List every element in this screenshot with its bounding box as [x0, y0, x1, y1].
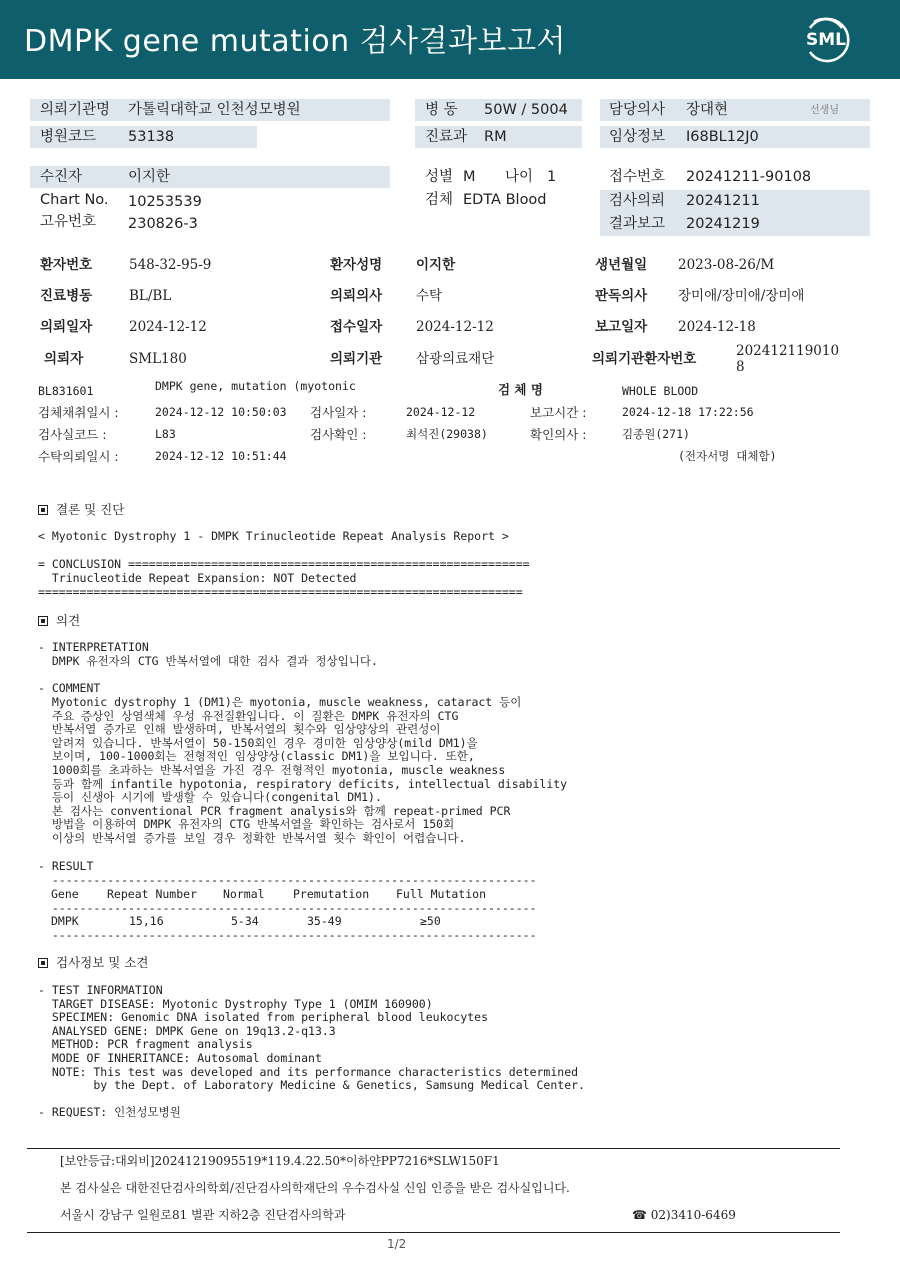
esign-note: (전자서명 대체함) [678, 449, 777, 463]
req-inst-pid-value-2: 8 [736, 359, 745, 375]
collect-label: 검체채취일시 : [38, 405, 119, 420]
pid-label: 환자번호 [40, 257, 93, 273]
pward-value: BL/BL [129, 288, 172, 304]
test-specimen-value: WHOLE BLOOD [622, 384, 699, 398]
comment-line: 반복서열 증가로 인해 발생하며, 반복서열의 횟수와 임상양상의 관련성이 [38, 722, 441, 737]
test-specimen-label: 검 체 명 [498, 382, 543, 397]
doctor-value: 장대현 [686, 102, 729, 118]
requester-label: 의뢰자 [44, 351, 84, 367]
section-square-icon [38, 958, 48, 968]
result-rule: ---------------------------------------------------------------------- [38, 928, 537, 942]
specimen-value: EDTA Blood [463, 192, 547, 208]
report-subtitle: < Myotonic Dystrophy 1 - DMPK Trinucleotide Repeat Analysis Report > [38, 529, 509, 543]
address-line: 서울시 강남구 일원로81 별관 지하2층 진단검사의학과 [60, 1208, 346, 1222]
req-inst-pid-label: 의뢰기관환자번호 [592, 351, 697, 367]
sex-label: 성별 [425, 169, 454, 185]
clinical-label: 임상정보 [609, 129, 666, 145]
report-title: DMPK gene mutation 검사결과보고서 [24, 24, 567, 59]
section-info-title [38, 955, 148, 971]
comment-line: Myotonic dystrophy 1 (DM1)은 myotonia, muscle weakness, cataract 등이 [38, 695, 522, 709]
interpretation-head: - INTERPRETATION [38, 640, 149, 654]
chart-value: 10253539 [128, 194, 202, 210]
test-code: BL831601 [38, 384, 94, 398]
confirm-value: 최석진(29038) [406, 427, 488, 441]
result-repeat: 15,16 [129, 914, 164, 928]
receive-value: 2024-12-12 10:51:44 [155, 449, 287, 463]
unique-value: 230826-3 [128, 216, 198, 232]
sex-value: M [463, 169, 476, 185]
hospital-code-label: 병원코드 [40, 129, 97, 145]
result-head: - RESULT [38, 859, 94, 873]
birth-value: 2023-08-26/M [678, 257, 775, 273]
info-line: MODE OF INHERITANCE: Autosomal dominant [38, 1051, 322, 1065]
clinical-value: I68BL12J0 [686, 129, 759, 145]
info-line: METHOD: PCR fragment analysis [38, 1037, 253, 1052]
recv-date-label: 접수일자 [330, 319, 383, 335]
rep-date-value: 2024-12-18 [678, 319, 756, 335]
room-label: 검사실코드 : [38, 427, 107, 442]
result-col-repeat: Repeat Number [107, 887, 198, 901]
req-date-label: 의뢰일자 [40, 319, 93, 335]
footer-bottom-divider [27, 1232, 840, 1233]
comment-line: 등과 함께 infantile hypotonia, respiratory deficits, intellectual disability [38, 776, 568, 791]
confirm-doc-label: 확인의사 : [530, 427, 587, 442]
result-rule: ---------------------------------------------------------------------- [38, 901, 537, 915]
info-line: TARGET DISEASE: Myotonic Dystrophy Type 1 (OMIM 160900) [38, 996, 433, 1011]
report-header [0, 0, 900, 79]
interpretation-text: DMPK 유전자의 CTG 반복서열에 대한 검사 결과 정상입니다. [38, 654, 378, 668]
comment-line: 본 검사는 conventional PCR fragment analysis와 함께 repeat-primed PCR [38, 803, 511, 818]
section-info-text: 검사정보 및 소견 [56, 955, 149, 970]
patient-label: 수진자 [40, 169, 83, 185]
info-line: NOTE: This test was developed and its performance characteristics determined [38, 1064, 579, 1079]
pdoctor-label: 의뢰의사 [330, 288, 383, 304]
section-square-icon [38, 616, 48, 626]
doctor-suffix: 선생님 [810, 105, 839, 116]
result-premutation: 35-49 [307, 914, 342, 928]
name-value: 이지한 [416, 257, 456, 273]
section-conclusion-title [38, 502, 124, 518]
confirm-label: 검사확인 : [310, 427, 367, 442]
doctor-label: 담당의사 [609, 102, 666, 118]
logo-text: SML [806, 30, 846, 50]
receive-label: 수탁의뢰일시 : [38, 449, 119, 464]
result-gene: DMPK [51, 914, 79, 928]
result-col-normal: Normal [223, 887, 265, 901]
footer-top-divider [27, 1148, 840, 1149]
sml-logo [800, 14, 852, 66]
req-inst-pid-value-1: 202412119010 [736, 343, 840, 359]
result-col-gene: Gene [51, 887, 79, 901]
department-value: RM [484, 129, 507, 145]
conclusion-text: Trinucleotide Repeat Expansion: NOT Detected [38, 571, 357, 585]
security-line: [보안등급:대외비]20241219095519*119.4.22.50*이하얀PP7216*SLW150F1 [60, 1154, 500, 1168]
report-date-label: 결과보고 [609, 216, 666, 232]
rep-date-label: 보고일자 [595, 319, 648, 335]
request-date-label: 검사의뢰 [609, 193, 666, 209]
result-rule: ---------------------------------------------------------------------- [38, 873, 537, 887]
ward-value: 50W / 5004 [484, 102, 568, 118]
comment-line: 이상의 반복서열 증가를 보일 경우 정확한 반복서열 횟수 확인이 어렵습니다. [38, 831, 466, 845]
result-full: ≥50 [420, 914, 441, 928]
info-line: SPECIMEN: Genomic DNA isolated from peripheral blood leukocytes [38, 1010, 489, 1025]
info-line: - TEST INFORMATION [38, 983, 163, 997]
age-value: 1 [547, 169, 557, 185]
birth-label: 생년월일 [595, 257, 648, 273]
unique-label: 고유번호 [40, 214, 97, 230]
requester-value: SML180 [129, 351, 187, 367]
req-inst-value: 삼광의료재단 [416, 351, 495, 367]
comment-line: 알려져 있습니다. 반복서열이 50-150회인 경우 경미한 임상양상(mild DM1)을 [38, 735, 478, 750]
test-date-label: 검사일자 : [310, 405, 367, 420]
receipt-value: 20241211-90108 [686, 169, 812, 185]
req-date-value: 2024-12-12 [129, 319, 207, 335]
test-date-value: 2024-12-12 [406, 405, 476, 419]
result-col-premutation: Premutation [293, 887, 370, 901]
recv-date-value: 2024-12-12 [416, 319, 494, 335]
age-label: 나이 [505, 169, 534, 185]
collect-value: 2024-12-12 10:50:03 [155, 405, 287, 419]
reader-label: 판독의사 [595, 288, 648, 304]
comment-head: - COMMENT [38, 681, 101, 695]
comment-line: 등이 신생아 시기에 발생할 수 있습니다(congenital DM1). [38, 790, 382, 805]
section-opinion-text: 의견 [56, 613, 81, 628]
pward-label: 진료병동 [40, 288, 93, 304]
certification-line: 본 검사실은 대한진단검사의학회/진단검사의학재단의 우수검사실 신임 인증을 받은 검사실입니다. [60, 1181, 570, 1195]
result-col-full: Full Mutation [396, 887, 487, 901]
patient-box [30, 166, 390, 188]
pdoctor-value: 수탁 [416, 288, 443, 304]
conclusion-end: ====================================================================== [38, 585, 523, 599]
patient-value: 이지한 [128, 169, 171, 185]
section-opinion-title [38, 613, 80, 629]
req-inst-label: 의뢰기관 [330, 351, 383, 367]
room-value: L83 [155, 427, 176, 441]
info-line: by the Dept. of Laboratory Medicine & Genetics, Samsung Medical Center. [38, 1078, 585, 1093]
reader-value: 장미애/장미애/장미애 [678, 288, 805, 304]
page-number: 1/2 [387, 1237, 407, 1251]
ward-label: 병 동 [425, 102, 458, 118]
section-square-icon [38, 505, 48, 515]
info-line: ANALYSED GENE: DMPK Gene on 19q13.2-q13.3 [38, 1023, 336, 1038]
comment-line: 방법을 이용하여 DMPK 유전자의 CTG 반복서열을 확인하는 검사로서 150회 [38, 817, 455, 832]
hospital-code-value: 53138 [128, 129, 175, 145]
report-date-value: 20241219 [686, 216, 760, 232]
request-line: - REQUEST: 인천성모병원 [38, 1105, 181, 1119]
request-date-value: 20241211 [686, 193, 760, 209]
conclusion-line: = CONCLUSION ========================================================== [38, 557, 530, 571]
confirm-doc-value: 김종원(271) [622, 427, 690, 441]
comment-line: 보이며, 100-1000회는 전형적인 임상양상(classic DM1)을 보입니다. 또한, [38, 749, 475, 764]
department-label: 진료과 [425, 129, 468, 145]
receipt-label: 접수번호 [609, 169, 666, 185]
institution-value: 가톨릭대학교 인천성모병원 [128, 102, 301, 118]
specimen-label: 검체 [425, 192, 454, 208]
section-conclusion-text: 결론 및 진단 [56, 502, 125, 517]
phone-line: ☎ 02)3410-6469 [632, 1208, 736, 1222]
report-time-value: 2024-12-18 17:22:56 [622, 405, 754, 419]
result-normal: 5-34 [231, 914, 259, 928]
institution-label: 의뢰기관명 [40, 102, 111, 118]
report-time-label: 보고시간 : [530, 405, 587, 420]
name-label: 환자성명 [330, 257, 383, 273]
test-name: DMPK gene, mutation (myotonic [155, 379, 356, 393]
pid-value: 548-32-95-9 [129, 257, 212, 273]
comment-line: 1000회를 초과하는 반복서열을 가진 경우 전형적인 myotonia, muscle weakness [38, 763, 506, 777]
comment-line: 주요 증상인 상염색체 우성 유전질환입니다. 이 질환은 DMPK 유전자의 CTG [38, 708, 459, 723]
chart-label: Chart No. [40, 192, 109, 208]
